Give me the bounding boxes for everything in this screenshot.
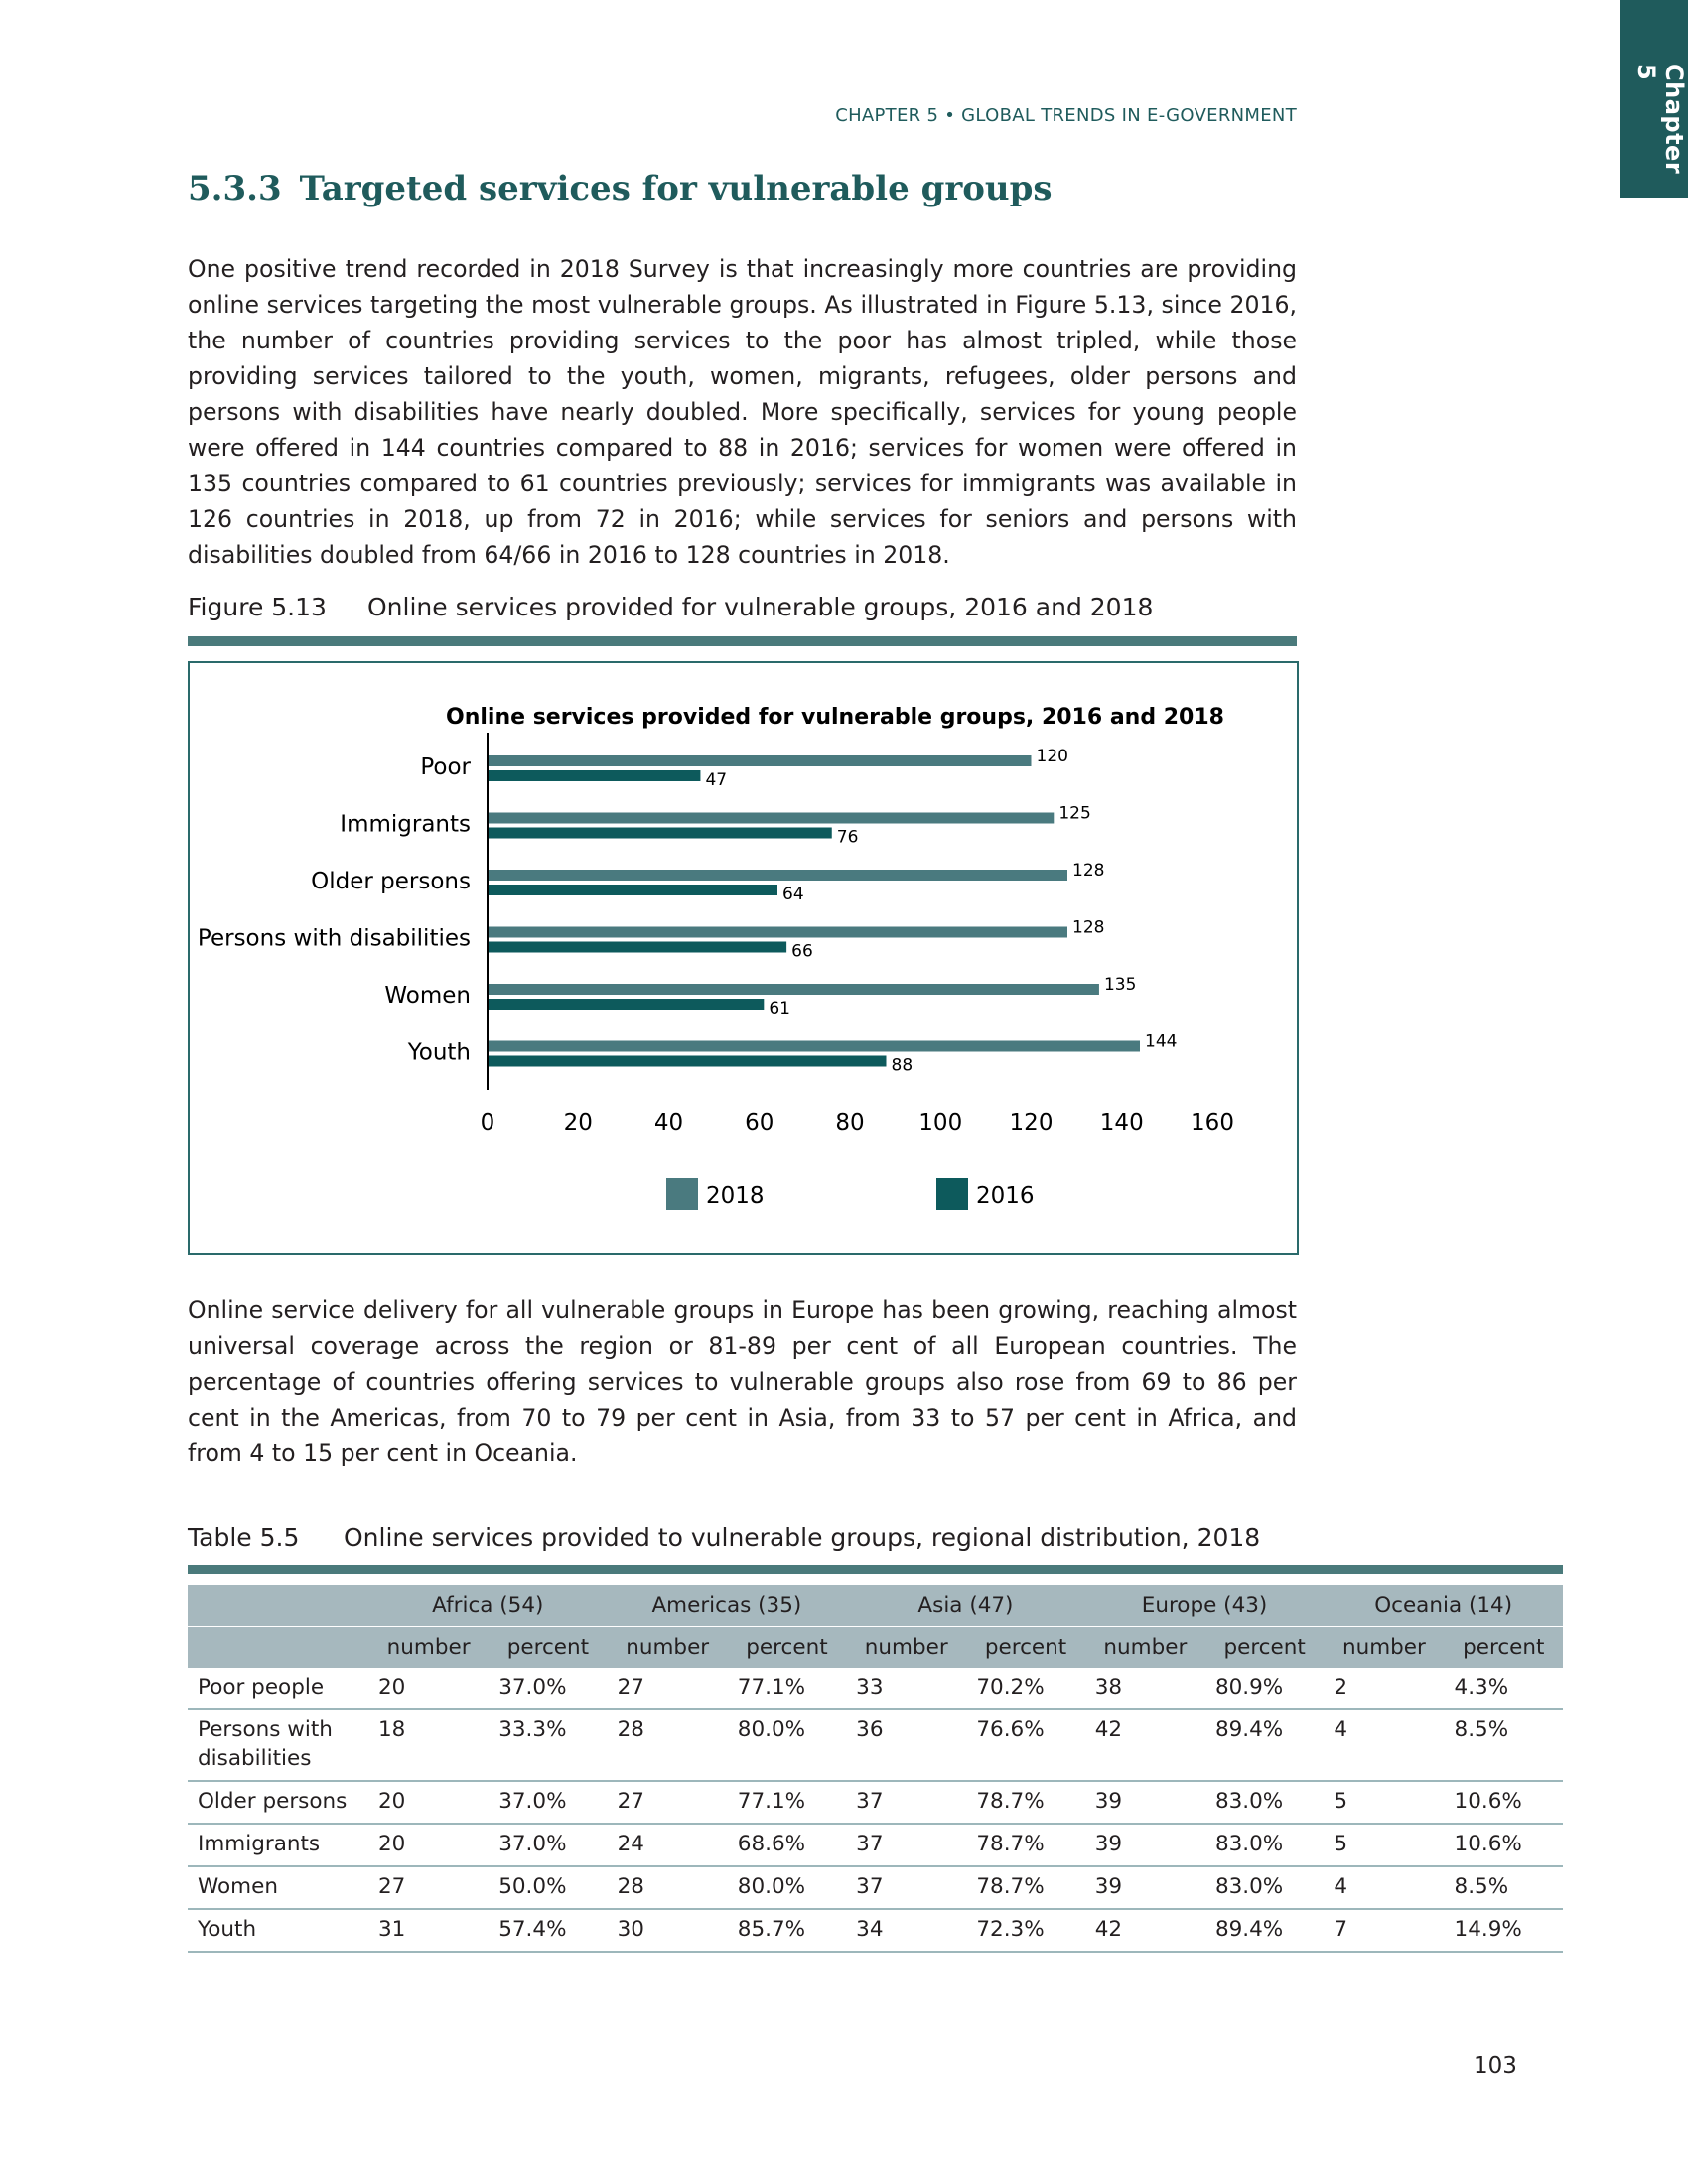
column-subheader: number bbox=[368, 1627, 489, 1669]
data-label-2018: 128 bbox=[1072, 861, 1105, 881]
x-tick-label: 120 bbox=[1009, 1110, 1054, 1136]
table-cell: 8.5% bbox=[1445, 1866, 1563, 1909]
figure-caption bbox=[188, 593, 1297, 621]
table-cell: 68.6% bbox=[728, 1824, 846, 1866]
table-cell: 76.6% bbox=[966, 1709, 1084, 1781]
row-label: Women bbox=[188, 1866, 368, 1909]
table-cell: 37 bbox=[846, 1866, 966, 1909]
table-cell: 39 bbox=[1085, 1866, 1205, 1909]
data-label-2016: 76 bbox=[836, 827, 859, 848]
column-subheader: number bbox=[608, 1627, 728, 1669]
table-cell: 80.9% bbox=[1205, 1668, 1324, 1709]
section-number: 5.3.3 bbox=[188, 169, 282, 208]
table-cell: 42 bbox=[1085, 1909, 1205, 1952]
table-cell: 78.7% bbox=[966, 1866, 1084, 1909]
section-title bbox=[188, 169, 1053, 208]
table-cell: 5 bbox=[1324, 1781, 1444, 1824]
x-tick-label: 60 bbox=[745, 1110, 774, 1136]
data-label-2016: 61 bbox=[769, 999, 790, 1019]
data-label-2018: 120 bbox=[1036, 747, 1068, 766]
body-paragraph-1: One positive trend recorded in 2018 Survey is that increasingly more countries are providing online services targeting the most vulnerable groups. As illustrated in Figure 5.13, since 2016, the number of countries providing services to the poor has almost tripled, while those providing services tailored to the youth, women, migrants, refugees, older persons and persons with disabilities have nearly doubled. More specifically, services for young people were offered in 144 countries compared to 88 in 2016; services for women were offered in 135 countries compared to 61 countries previously; services for immigrants was available in 126 countries in 2018, up from 72 in 2016; while services for seniors and persons with disabilities doubled from 64/66 in 2016 to 128 countries in 2018. bbox=[188, 255, 1297, 569]
table-caption-text: Online services provided to vulnerable groups, regional distribution, 2018 bbox=[344, 1523, 1261, 1552]
row-label: Immigrants bbox=[188, 1824, 368, 1866]
row-label: Youth bbox=[188, 1909, 368, 1952]
table-cell: 31 bbox=[368, 1909, 489, 1952]
table-cell: 36 bbox=[846, 1709, 966, 1781]
legend-swatch-2018 bbox=[666, 1178, 698, 1210]
table-cell: 37 bbox=[846, 1781, 966, 1824]
section-title-text: Targeted services for vulnerable groups bbox=[299, 169, 1053, 208]
body-paragraph-2: Online service delivery for all vulnerable groups in Europe has been growing, reaching almost universal coverage across the region or 81-89 per cent of all European countries. The percentage of countries offering services to vulnerable groups also rose from 69 to 86 per cent in the Americas, from 70 to 79 per cent in Asia, from 33 to 57 per cent in Africa, and from 4 to 15 per cent in Oceania. bbox=[188, 1297, 1297, 1467]
region-header: Americas (35) bbox=[608, 1585, 847, 1627]
figure-rule bbox=[188, 636, 1297, 646]
table-body bbox=[188, 1668, 1563, 1952]
table-row bbox=[188, 1866, 1563, 1909]
bar-2016 bbox=[488, 828, 832, 839]
chart-frame bbox=[188, 661, 1299, 1255]
table-cell: 27 bbox=[368, 1866, 489, 1909]
table-cell: 27 bbox=[608, 1668, 728, 1709]
category-label: Persons with disabilities bbox=[197, 925, 471, 952]
bar-2016 bbox=[488, 999, 764, 1010]
column-subheader: percent bbox=[489, 1627, 607, 1669]
data-label-2016: 47 bbox=[705, 770, 728, 790]
bar-2018 bbox=[488, 984, 1099, 995]
bar-2016 bbox=[488, 1056, 887, 1067]
column-subheader: percent bbox=[966, 1627, 1084, 1669]
bar-2016 bbox=[488, 942, 786, 953]
table-cell: 39 bbox=[1085, 1824, 1205, 1866]
table-cell: 2 bbox=[1324, 1668, 1444, 1709]
data-label-2018: 135 bbox=[1103, 975, 1137, 995]
category-label: Poor bbox=[420, 754, 471, 780]
chart-title: Online services provided for vulnerable groups, 2016 and 2018 bbox=[446, 705, 1224, 730]
table-cell: 37 bbox=[846, 1824, 966, 1866]
table-corner-cell bbox=[188, 1585, 368, 1627]
table-cell: 83.0% bbox=[1205, 1781, 1324, 1824]
data-label-2018: 128 bbox=[1072, 917, 1105, 938]
data-label-2018: 125 bbox=[1058, 803, 1091, 824]
category-label: Youth bbox=[407, 1039, 471, 1066]
table-cell: 24 bbox=[608, 1824, 728, 1866]
table-cell: 33.3% bbox=[489, 1709, 607, 1781]
running-head: CHAPTER 5 • GLOBAL TRENDS IN E-GOVERNMENT bbox=[835, 105, 1297, 126]
table-cell: 83.0% bbox=[1205, 1824, 1324, 1866]
table-cell: 4 bbox=[1324, 1866, 1444, 1909]
column-subheader: number bbox=[1085, 1627, 1205, 1669]
figure-caption-text: Online services provided for vulnerable groups, 2016 and 2018 bbox=[367, 593, 1154, 621]
column-subheader: percent bbox=[1445, 1627, 1563, 1669]
legend-label-2016: 2016 bbox=[976, 1183, 1035, 1209]
table-cell: 37.0% bbox=[489, 1668, 607, 1709]
table-cell: 72.3% bbox=[966, 1909, 1084, 1952]
table-cell: 33 bbox=[846, 1668, 966, 1709]
table-cell: 4.3% bbox=[1445, 1668, 1563, 1709]
region-header: Europe (43) bbox=[1085, 1585, 1325, 1627]
x-tick-label: 20 bbox=[563, 1110, 593, 1136]
table-cell: 28 bbox=[608, 1866, 728, 1909]
table-row bbox=[188, 1709, 1563, 1781]
row-label: Older persons bbox=[188, 1781, 368, 1824]
table-label: Table 5.5 bbox=[188, 1523, 300, 1552]
table-cell: 18 bbox=[368, 1709, 489, 1781]
bar-2016 bbox=[488, 885, 777, 895]
table-row bbox=[188, 1909, 1563, 1952]
table-cell: 50.0% bbox=[489, 1866, 607, 1909]
x-tick-label: 140 bbox=[1099, 1110, 1144, 1136]
category-label: Older persons bbox=[311, 869, 471, 894]
page-number: 103 bbox=[1474, 2053, 1517, 2079]
table-row bbox=[188, 1824, 1563, 1866]
bar-2018 bbox=[488, 927, 1067, 938]
data-label-2016: 66 bbox=[791, 941, 813, 962]
bar-chart bbox=[190, 663, 1297, 1253]
table-cell: 78.7% bbox=[966, 1781, 1084, 1824]
table-cell: 8.5% bbox=[1445, 1709, 1563, 1781]
table-row bbox=[188, 1668, 1563, 1709]
column-subheader: number bbox=[846, 1627, 966, 1669]
x-tick-label: 160 bbox=[1191, 1110, 1234, 1136]
table-cell: 39 bbox=[1085, 1781, 1205, 1824]
x-tick-label: 80 bbox=[835, 1110, 865, 1136]
x-tick-label: 40 bbox=[653, 1110, 684, 1136]
region-header: Oceania (14) bbox=[1324, 1585, 1563, 1627]
bar-2018 bbox=[488, 870, 1067, 881]
category-label: Immigrants bbox=[340, 811, 471, 838]
table-cell: 77.1% bbox=[728, 1781, 846, 1824]
table-cell: 77.1% bbox=[728, 1668, 846, 1709]
bar-2018 bbox=[488, 1041, 1140, 1052]
table-cell: 20 bbox=[368, 1668, 489, 1709]
table-cell: 83.0% bbox=[1205, 1866, 1324, 1909]
table-cell: 10.6% bbox=[1445, 1781, 1563, 1824]
table-cell: 5 bbox=[1324, 1824, 1444, 1866]
data-label-2018: 144 bbox=[1145, 1031, 1178, 1052]
table-cell: 37.0% bbox=[489, 1781, 607, 1824]
bar-2016 bbox=[488, 770, 700, 781]
column-subheader: percent bbox=[728, 1627, 846, 1669]
table-cell: 7 bbox=[1324, 1909, 1444, 1952]
data-label-2016: 88 bbox=[891, 1055, 914, 1076]
table-cell: 20 bbox=[368, 1824, 489, 1866]
figure-label: Figure 5.13 bbox=[188, 593, 327, 621]
table-cell: 34 bbox=[846, 1909, 966, 1952]
table-region-header-row bbox=[188, 1585, 1563, 1627]
table-cell: 37.0% bbox=[489, 1824, 607, 1866]
table-caption bbox=[188, 1523, 1260, 1552]
table-cell: 20 bbox=[368, 1781, 489, 1824]
table-rule bbox=[188, 1565, 1563, 1574]
table-cell: 14.9% bbox=[1445, 1909, 1563, 1952]
table-cell: 80.0% bbox=[728, 1866, 846, 1909]
row-label: Persons with disabilities bbox=[188, 1709, 368, 1781]
table-cell: 78.7% bbox=[966, 1824, 1084, 1866]
table-cell: 38 bbox=[1085, 1668, 1205, 1709]
table-cell: 30 bbox=[608, 1909, 728, 1952]
table-cell: 80.0% bbox=[728, 1709, 846, 1781]
column-subheader: percent bbox=[1205, 1627, 1324, 1669]
legend-swatch-2016 bbox=[936, 1178, 968, 1210]
chapter-tab bbox=[1620, 0, 1688, 198]
table-cell: 89.4% bbox=[1205, 1909, 1324, 1952]
row-label: Poor people bbox=[188, 1668, 368, 1709]
bar-2018 bbox=[488, 755, 1032, 766]
table-corner-cell bbox=[188, 1627, 368, 1669]
table-cell: 4 bbox=[1324, 1709, 1444, 1781]
table-cell: 27 bbox=[608, 1781, 728, 1824]
table-cell: 70.2% bbox=[966, 1668, 1084, 1709]
data-label-2016: 64 bbox=[782, 885, 804, 904]
chapter-tab-label: Chapter 5 bbox=[1632, 64, 1688, 175]
table-cell: 10.6% bbox=[1445, 1824, 1563, 1866]
table-cell: 89.4% bbox=[1205, 1709, 1324, 1781]
legend-label-2018: 2018 bbox=[706, 1183, 765, 1209]
table-cell: 57.4% bbox=[489, 1909, 607, 1952]
column-subheader: number bbox=[1324, 1627, 1444, 1669]
bar-2018 bbox=[488, 813, 1054, 824]
table-row bbox=[188, 1781, 1563, 1824]
category-label: Women bbox=[384, 983, 471, 1009]
table-cell: 28 bbox=[608, 1709, 728, 1781]
x-tick-label: 100 bbox=[918, 1110, 963, 1136]
table-cell: 42 bbox=[1085, 1709, 1205, 1781]
x-tick-label: 0 bbox=[480, 1110, 495, 1136]
table-cell: 85.7% bbox=[728, 1909, 846, 1952]
region-header: Africa (54) bbox=[368, 1585, 608, 1627]
region-header: Asia (47) bbox=[846, 1585, 1085, 1627]
table-subheader-row bbox=[188, 1627, 1563, 1669]
regional-table bbox=[188, 1585, 1563, 1953]
